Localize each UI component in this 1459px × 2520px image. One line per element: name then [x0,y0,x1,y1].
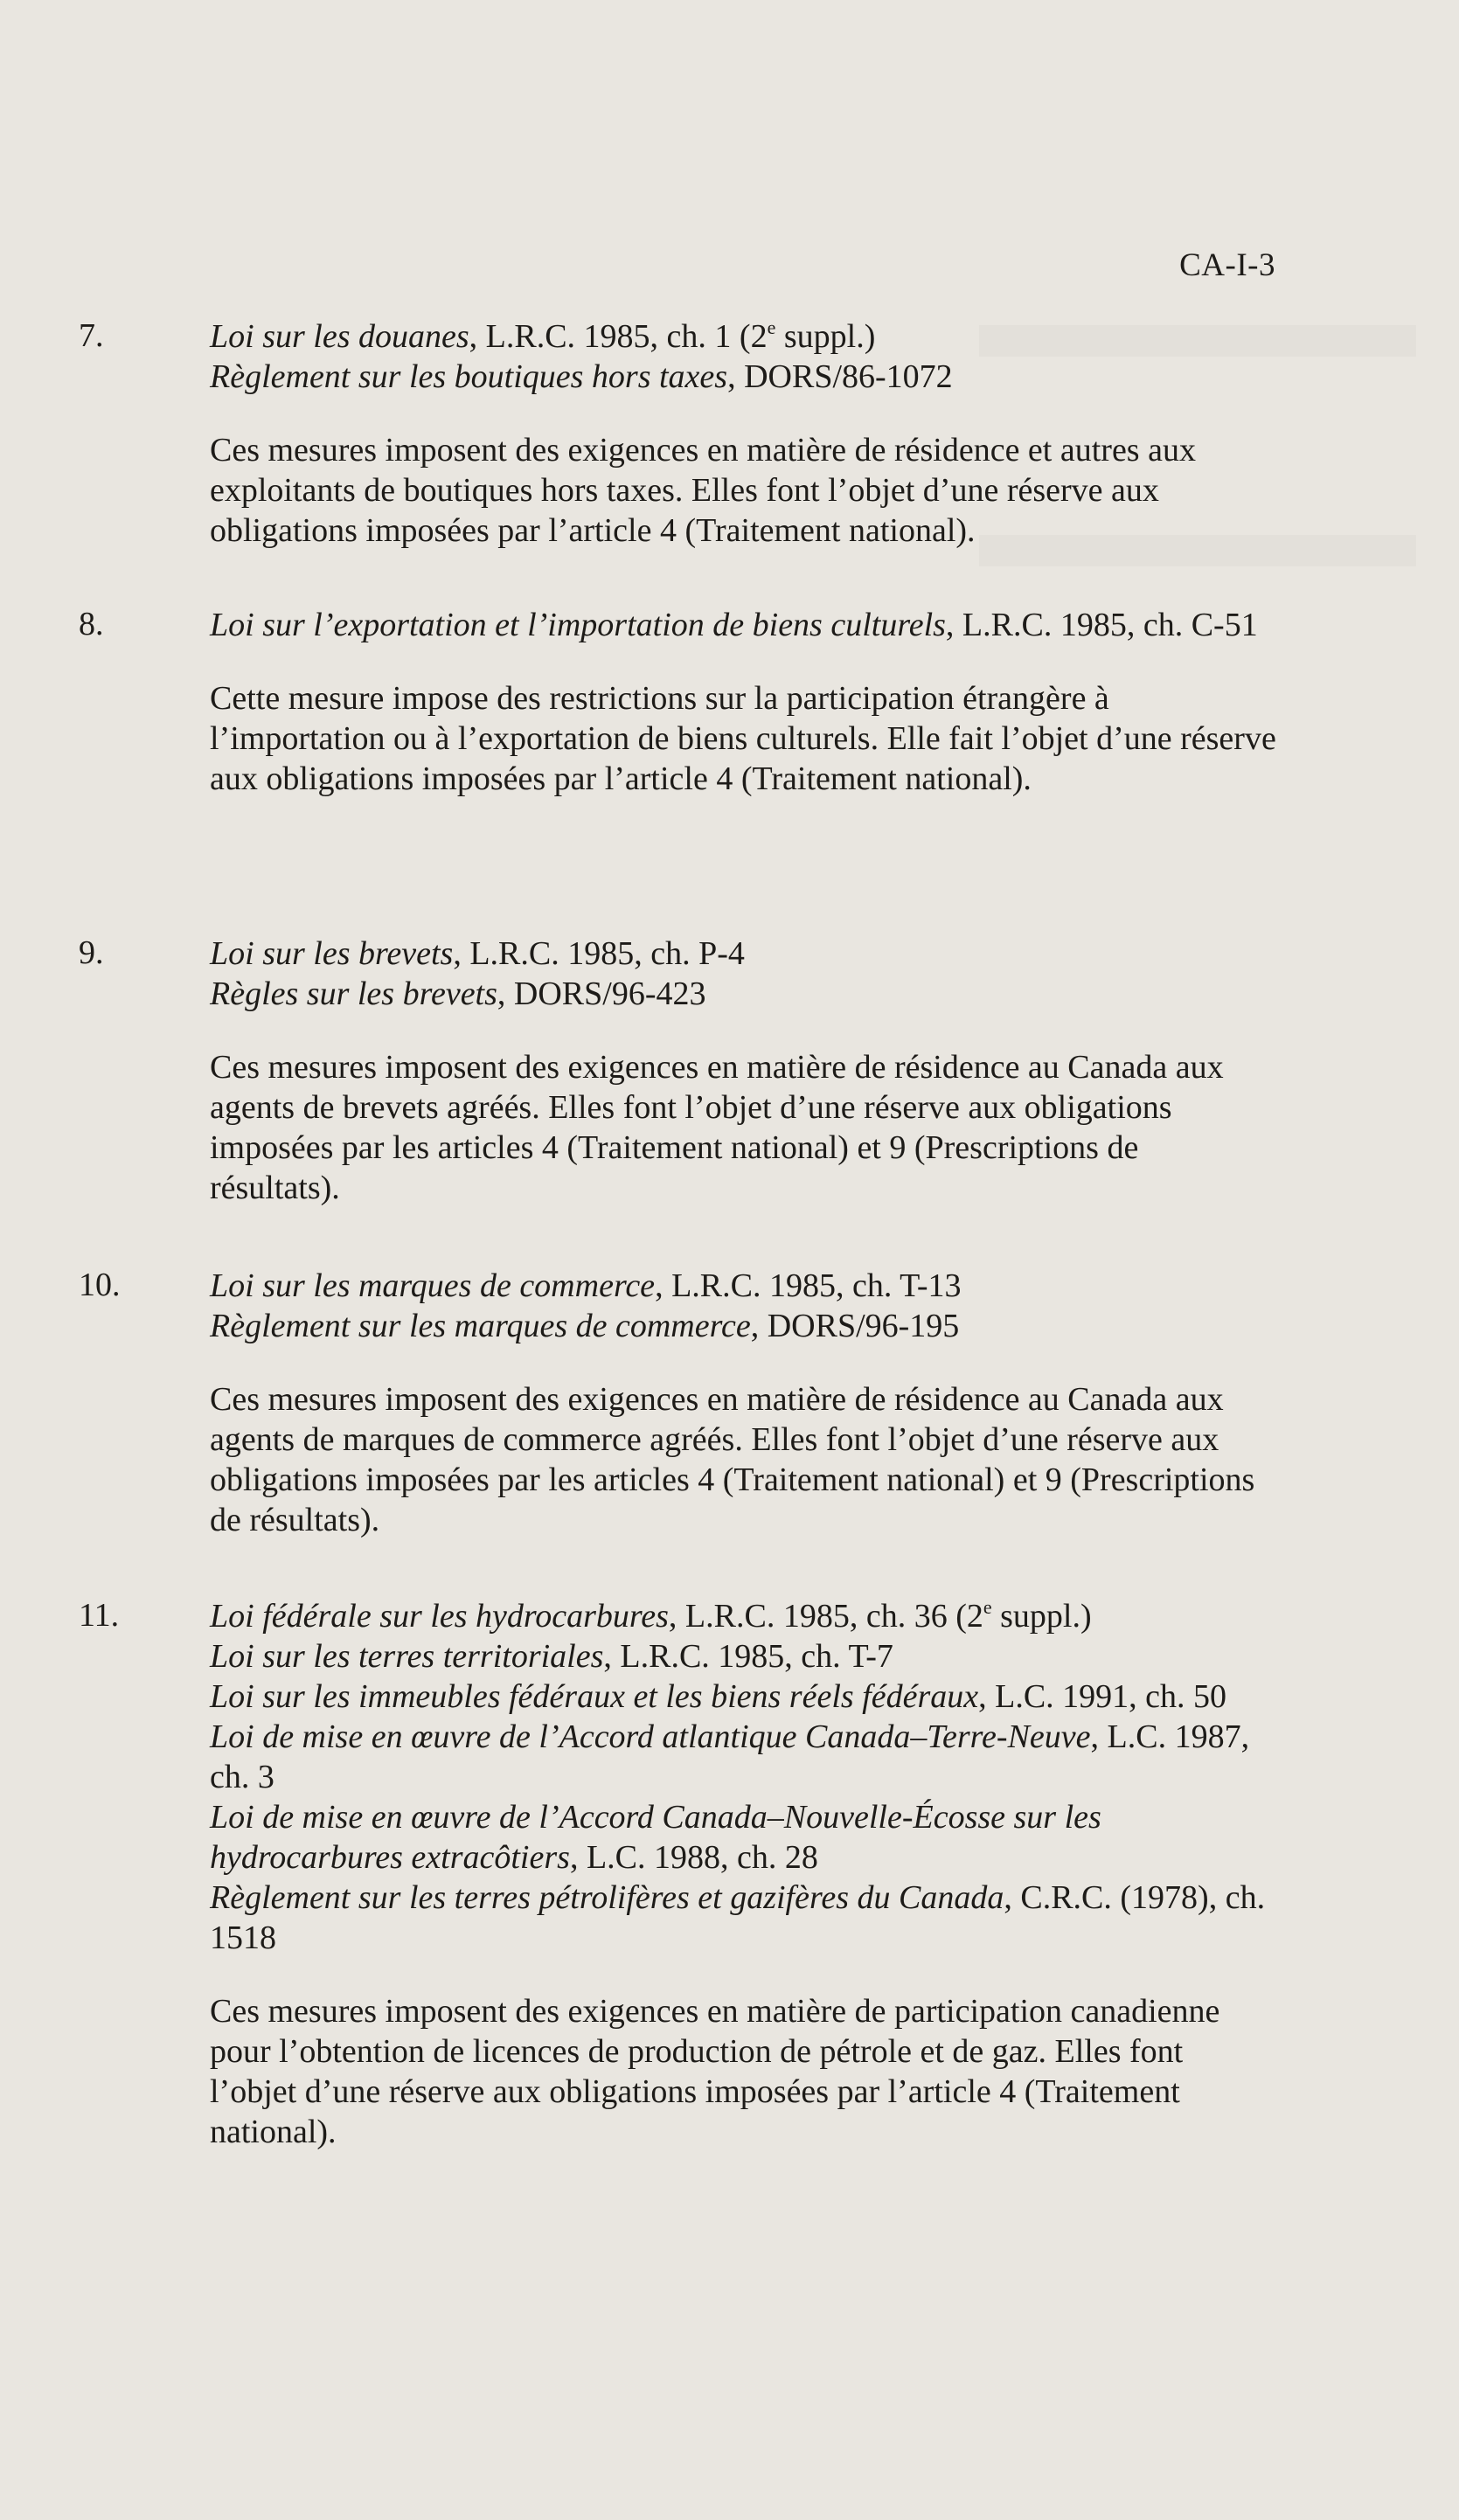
legal-reference [210,1266,1276,1306]
entry-number: 8. [79,606,104,642]
legal-reference [210,1797,1276,1878]
reference-citation: , DORS/96-195 [750,1308,960,1344]
reference-title: Règles sur les brevets [210,975,497,1012]
reference-title: Loi sur les brevets [210,935,454,972]
reference-title: Loi sur les marques de commerce [210,1267,656,1304]
entry-description: Ces mesures imposent des exigences en matière de résidence au Canada aux agents de marques de commerce agréés. Elles font l’objet d’une réserve aux obligations imposées par les articles 4 (Traitement national) et 9 (Prescriptions de résultats). [210,1381,1255,1538]
reference-title: Loi de mise en œuvre de l’Accord atlantique Canada–Terre-Neuve [210,1718,1091,1755]
page-code: CA-I-3 [1179,247,1275,283]
reference-superscript: e [767,316,776,338]
reference-citation: , L.C. 1988, ch. 28 [569,1839,818,1876]
reference-citation: , L.R.C. 1985, ch. P-4 [453,935,745,972]
entry-description: Ces mesures imposent des exigences en matière de participation canadienne pour l’obtention de licences de production de pétrole et de gaz. Elles font l’objet d’une réserve aux obligations imposées par l’article 4 (Traitement national). [210,1993,1220,2150]
reference-superscript: e [983,1596,992,1618]
reference-citation: , L.R.C. 1985, ch. 36 (2 [668,1598,983,1635]
reference-title: Loi sur les douanes [210,318,469,355]
reference-citation: , C.R.C. (1978), ch. 1518 [210,1879,1266,1956]
entry-body [210,934,1276,1208]
reference-citation: , L.R.C. 1985, ch. T-13 [655,1267,962,1304]
legal-reference [210,934,1276,974]
entry-description: Cette mesure impose des restrictions sur la participation étrangère à l’importation ou à l’exportation de biens culturels. Elle fait l’objet d’une réserve aux obligations imposées par l’article 4 (Traitement national). [210,680,1276,797]
reference-citation: , L.C. 1991, ch. 50 [978,1678,1227,1715]
reference-title: Loi sur les terres territoriales [210,1638,604,1675]
legal-reference [210,1878,1276,1958]
reference-citation: , DORS/96-423 [497,975,706,1012]
legal-reference [210,1636,1276,1677]
reference-title: Loi sur les immeubles fédéraux et les biens réels fédéraux [210,1678,979,1715]
entry-body [210,1266,1276,1540]
reference-title: Règlement sur les marques de commerce [210,1308,751,1344]
legal-reference [210,316,1276,357]
legal-reference [210,605,1276,645]
entry-number: 11. [79,1597,120,1634]
entry-body [210,316,1276,551]
reference-title: Loi fédérale sur les hydrocarbures [210,1598,669,1635]
reference-title: Loi de mise en œuvre de l’Accord Canada–Nouvelle-Écosse sur les hydrocarbures extracôtiers [210,1799,1101,1876]
entry-number: 9. [79,934,104,971]
entry-description: Ces mesures imposent des exigences en matière de résidence et autres aux exploitants de boutiques hors taxes. Elles font l’objet d’une réserve aux obligations imposées par l’article 4 (Traitement national). [210,432,1196,549]
entry-body [210,605,1276,799]
reference-citation: , L.R.C. 1985, ch. C-51 [945,607,1258,643]
legal-reference [210,1596,1276,1636]
entry-description: Ces mesures imposent des exigences en matière de résidence au Canada aux agents de brevets agréés. Elles font l’objet d’une réserve aux obligations imposées par les articles 4 (Traitement national) et 9 (Prescriptions de résultats). [210,1049,1224,1206]
reference-title: Règlement sur les boutiques hors taxes [210,358,728,395]
reference-title: Règlement sur les terres pétrolifères et gazifères du Canada [210,1879,1004,1916]
legal-reference [210,1306,1276,1346]
reference-citation: , L.R.C. 1985, ch. 1 (2 [469,318,768,355]
reference-citation: , DORS/86-1072 [727,358,953,395]
reference-citation-suffix: suppl.) [991,1598,1092,1635]
reference-citation-suffix: suppl.) [775,318,876,355]
legal-reference [210,1717,1276,1797]
legal-reference [210,974,1276,1014]
reference-citation: , L.R.C. 1985, ch. T-7 [603,1638,893,1675]
legal-reference [210,1677,1276,1717]
reference-title: Loi sur l’exportation et l’importation de biens culturels [210,607,946,643]
entry-number: 10. [79,1267,121,1303]
legal-reference [210,357,1276,397]
entry-number: 7. [79,317,104,354]
reference-citation: , L.C. 1987, ch. 3 [210,1718,1250,1795]
entry-body [210,1596,1276,2152]
